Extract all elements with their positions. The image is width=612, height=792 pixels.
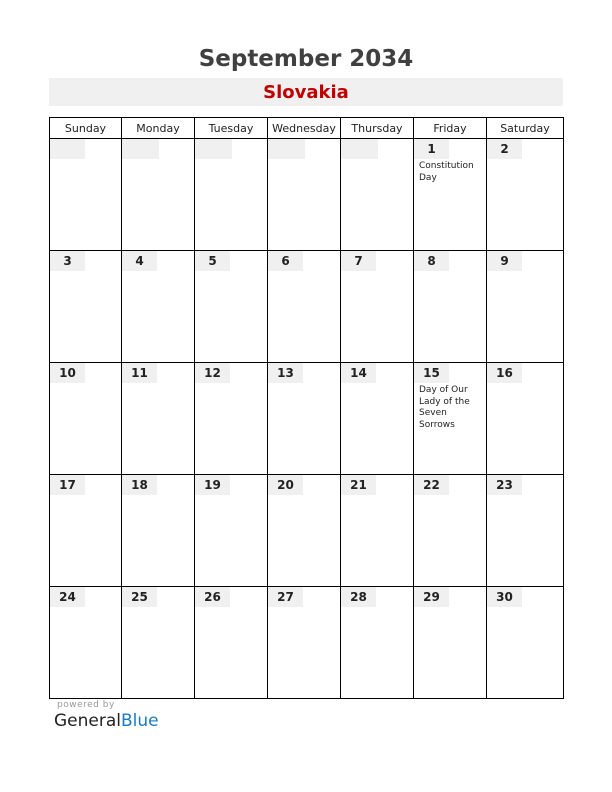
weekday-header-saturday: Saturday xyxy=(487,118,564,139)
day-cell-11 xyxy=(122,363,195,475)
day-number: 3 xyxy=(50,251,85,271)
logo-general: General xyxy=(54,711,121,731)
weekday-header-thursday: Thursday xyxy=(341,118,414,139)
day-cell-26 xyxy=(195,587,268,699)
country-banner: Slovakia xyxy=(49,78,563,106)
day-number: 21 xyxy=(341,475,376,495)
day-number: 26 xyxy=(195,587,230,607)
calendar-grid xyxy=(49,117,564,699)
day-number: 1 xyxy=(414,139,449,159)
day-number xyxy=(50,139,85,159)
day-number: 9 xyxy=(487,251,522,271)
day-cell-2 xyxy=(487,139,564,251)
week-row xyxy=(50,139,564,251)
day-cell-23 xyxy=(487,475,564,587)
day-cell-3 xyxy=(50,251,122,363)
day-cell-15 xyxy=(414,363,487,475)
day-cell-20 xyxy=(268,475,341,587)
day-cell-12 xyxy=(195,363,268,475)
day-cell-21 xyxy=(341,475,414,587)
weekday-header-row xyxy=(50,118,564,139)
logo-blue: Blue xyxy=(121,711,159,731)
powered-by-label: powered by xyxy=(57,700,115,710)
day-number: 4 xyxy=(122,251,157,271)
day-cell-8 xyxy=(414,251,487,363)
page-title: September 2034 xyxy=(198,46,414,72)
day-cell-13 xyxy=(268,363,341,475)
day-number: 14 xyxy=(341,363,376,383)
day-number: 30 xyxy=(487,587,522,607)
empty-day-cell xyxy=(195,139,268,251)
day-number: 29 xyxy=(414,587,449,607)
day-cell-19 xyxy=(195,475,268,587)
day-cell-14 xyxy=(341,363,414,475)
day-number: 19 xyxy=(195,475,230,495)
weekday-header-friday: Friday xyxy=(414,118,487,139)
day-cell-5 xyxy=(195,251,268,363)
day-number: 28 xyxy=(341,587,376,607)
day-cell-18 xyxy=(122,475,195,587)
week-row xyxy=(50,475,564,587)
day-number xyxy=(122,139,159,159)
day-number: 5 xyxy=(195,251,230,271)
empty-day-cell xyxy=(50,139,122,251)
day-number xyxy=(341,139,378,159)
day-number: 18 xyxy=(122,475,157,495)
day-number: 10 xyxy=(50,363,85,383)
day-number: 24 xyxy=(50,587,85,607)
holiday-label: Day of Our Lady of the Seven Sorrows xyxy=(419,385,470,430)
day-number: 7 xyxy=(341,251,376,271)
day-cell-6 xyxy=(268,251,341,363)
week-row xyxy=(50,363,564,475)
day-number: 11 xyxy=(122,363,157,383)
day-cell-24 xyxy=(50,587,122,699)
day-number: 12 xyxy=(195,363,230,383)
day-cell-27 xyxy=(268,587,341,699)
weekday-header-sunday: Sunday xyxy=(50,118,122,139)
empty-day-cell xyxy=(268,139,341,251)
day-number: 13 xyxy=(268,363,303,383)
day-cell-17 xyxy=(50,475,122,587)
day-cell-22 xyxy=(414,475,487,587)
day-number: 25 xyxy=(122,587,157,607)
day-number: 8 xyxy=(414,251,449,271)
weekday-header-tuesday: Tuesday xyxy=(195,118,268,139)
empty-day-cell xyxy=(341,139,414,251)
day-cell-16 xyxy=(487,363,564,475)
day-number: 2 xyxy=(487,139,522,159)
day-cell-30 xyxy=(487,587,564,699)
holiday-label: Constitution Day xyxy=(419,161,474,183)
day-number: 23 xyxy=(487,475,522,495)
weekday-header-wednesday: Wednesday xyxy=(268,118,341,139)
day-cell-1 xyxy=(414,139,487,251)
day-cell-9 xyxy=(487,251,564,363)
week-row xyxy=(50,587,564,699)
day-number: 27 xyxy=(268,587,303,607)
empty-day-cell xyxy=(122,139,195,251)
day-cell-10 xyxy=(50,363,122,475)
day-cell-25 xyxy=(122,587,195,699)
day-cell-29 xyxy=(414,587,487,699)
day-number: 16 xyxy=(487,363,522,383)
generalblue-logo xyxy=(54,711,159,731)
day-number: 17 xyxy=(50,475,85,495)
day-cell-7 xyxy=(341,251,414,363)
day-number xyxy=(195,139,232,159)
week-row xyxy=(50,251,564,363)
day-number: 22 xyxy=(414,475,449,495)
weekday-header-monday: Monday xyxy=(122,118,195,139)
day-number xyxy=(268,139,305,159)
day-cell-28 xyxy=(341,587,414,699)
day-number: 6 xyxy=(268,251,303,271)
day-number: 15 xyxy=(414,363,449,383)
day-number: 20 xyxy=(268,475,303,495)
day-cell-4 xyxy=(122,251,195,363)
